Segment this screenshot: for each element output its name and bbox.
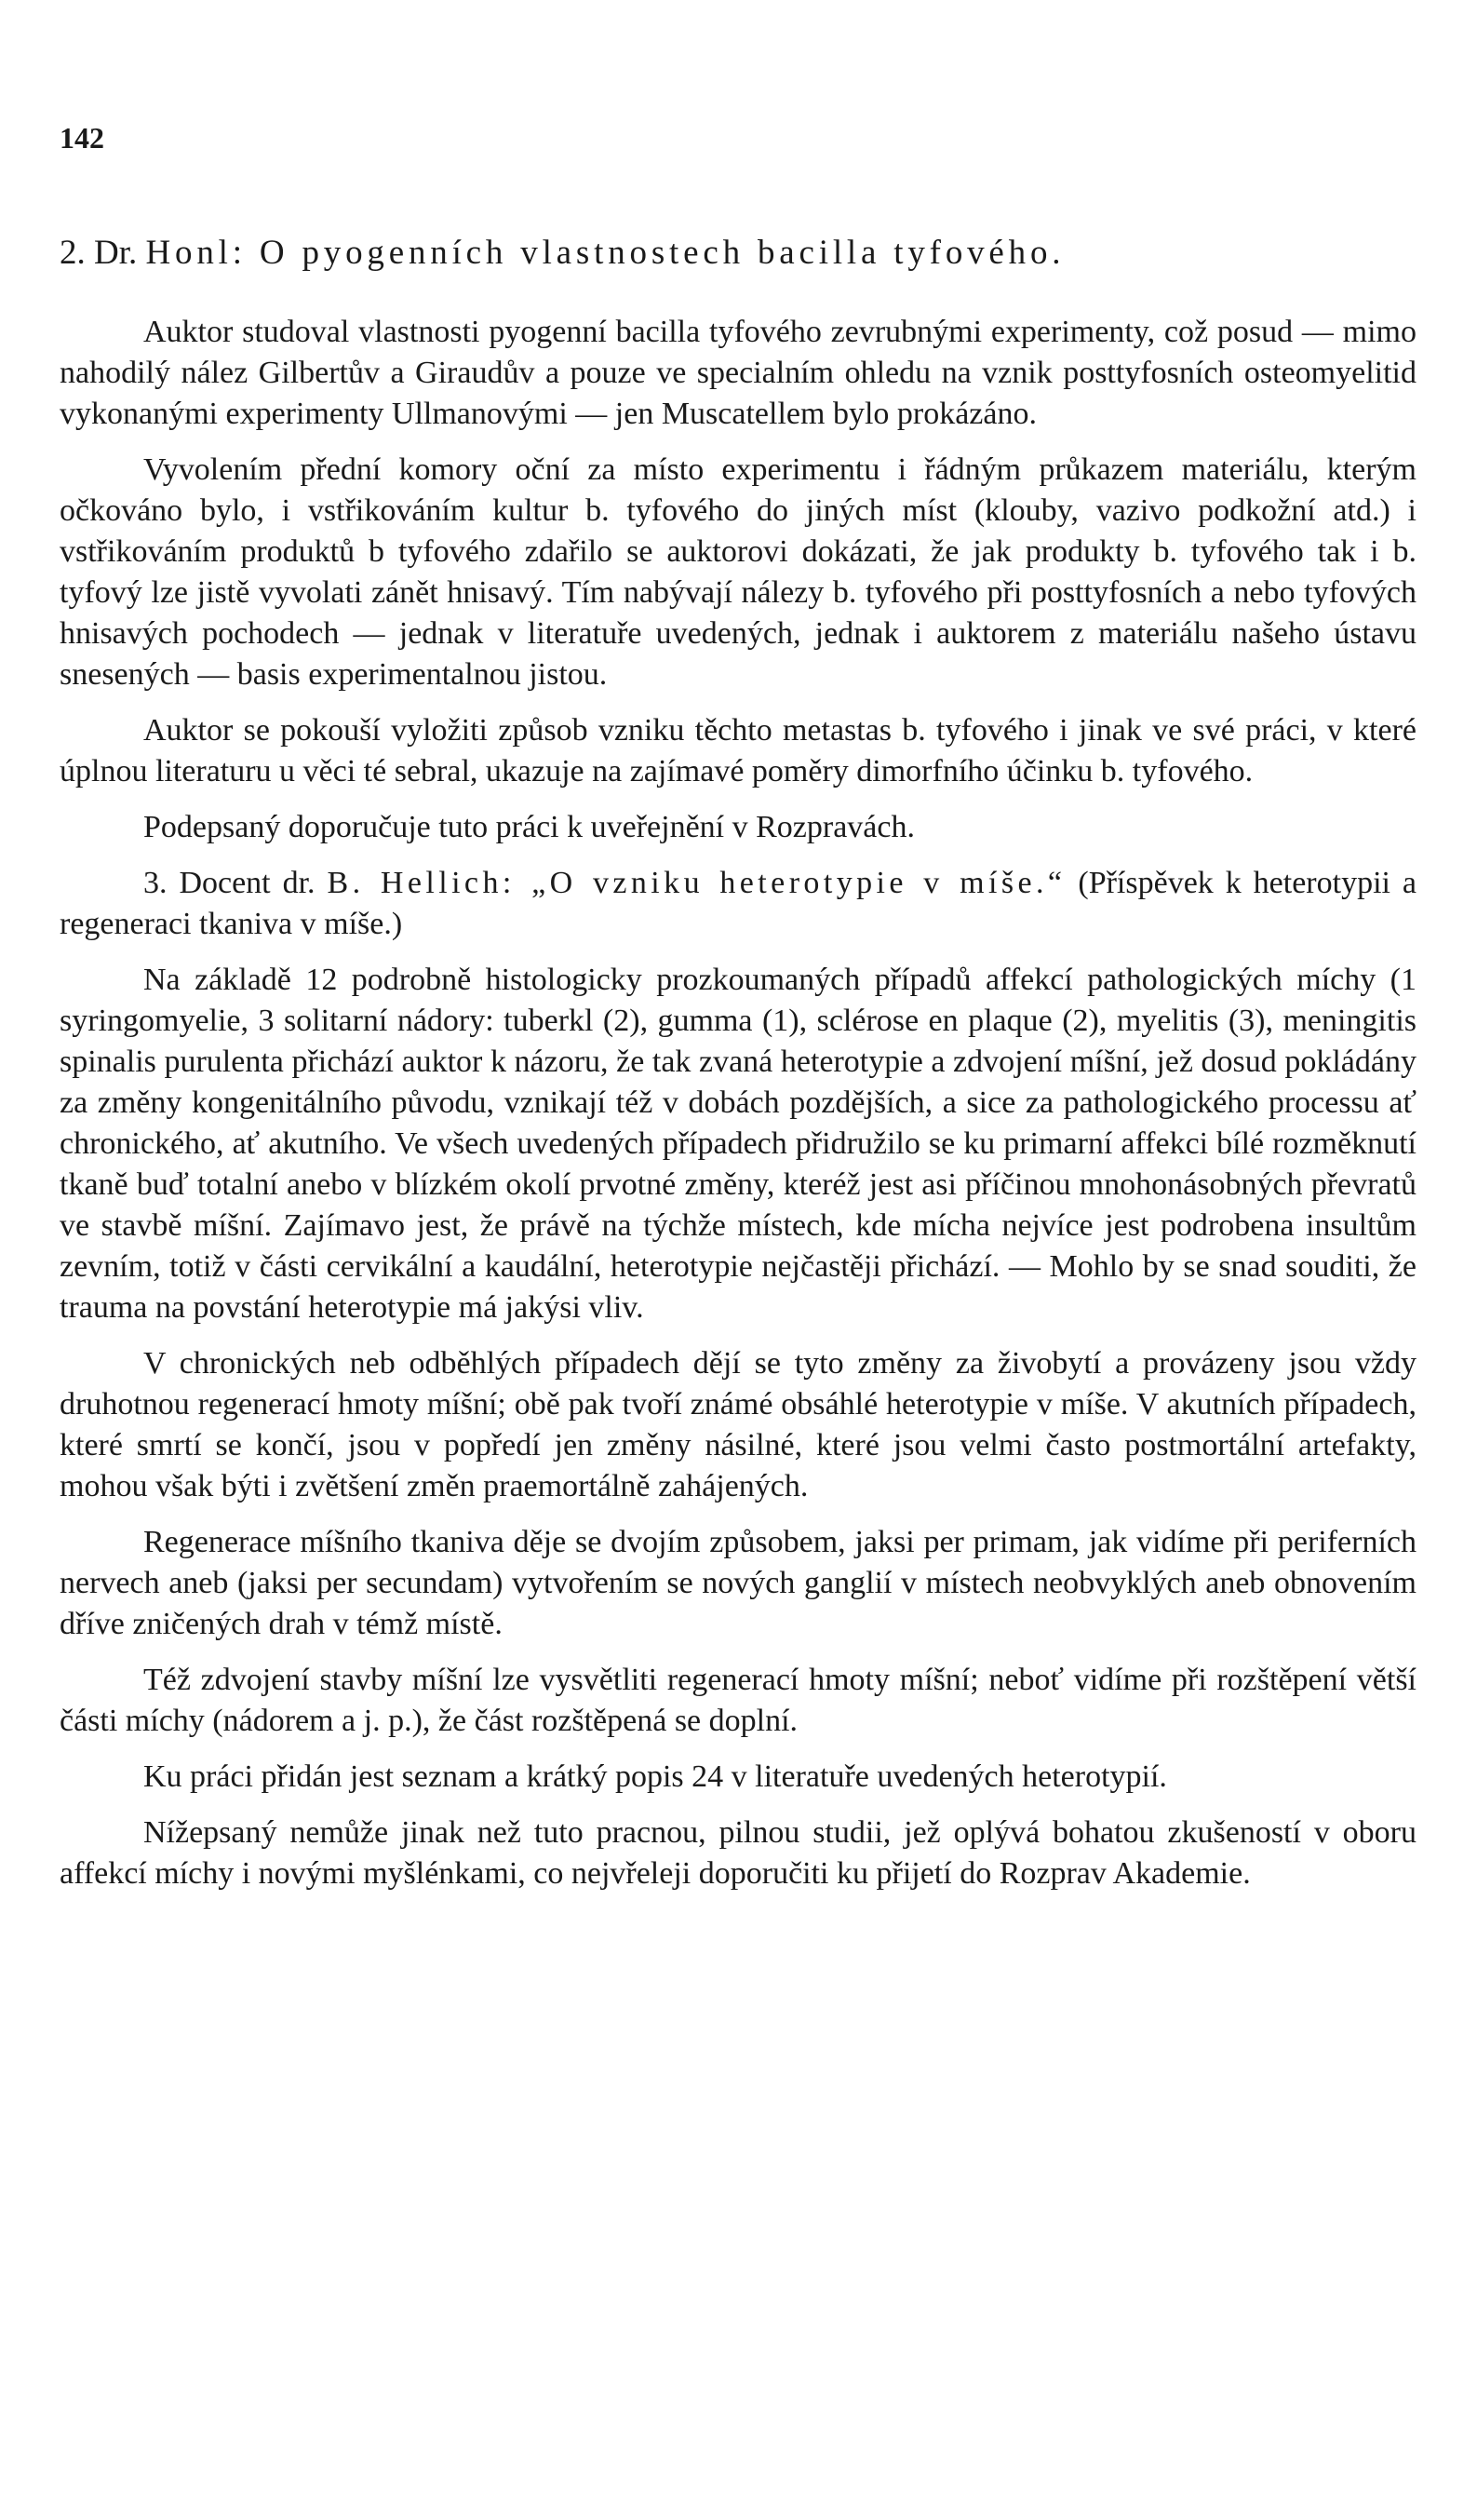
section-3-paragraph: Na základě 12 podrobně histologicky prozkoumaných případů affekcí pathologických míchy (1 syringomyelie, 3 solitarní nádory: tuberkl (2), gumma (1), sclérose en plaque (2), myelitis (3), meningitis spinalis purulenta přichází auktor k názoru, že tak zvaná heterotypie a zdvojení míšní, jež dosud pokládány za změny kongenitálního původu, vznikají též v dobách pozdějších, a sice za pathologického processu ať chronického, ať akutního. Ve všech uvedených případech přidružilo se ku primarní affekci bílé rozměknutí tkaně buď totalní anebo v blízkém okolí prvotné změny, kteréž jest asi příčinou mnohonásobných převratů ve stavbě míšní. Zajímavo jest, že právě na týchže místech, kde mícha nejvíce jest podrobena insultům zevním, totiž v části cervikální a kaudální, heterotypie nejčastěji přichází. — Mohlo by se snad souditi, že trauma na povstání heterotypie má jakýsi vliv.	[60, 963, 1417, 1325]
section-3-heading	[60, 863, 1417, 945]
section-3-paragraph: Regenerace míšního tkaniva děje se dvojím způsobem, jaksi per primam, jak vidíme při periferních nervech aneb (jaksi per secundam) vytvořením se nových ganglií v místech neobvyklých aneb obnovením dříve zničených drah v témž místě.	[60, 1525, 1417, 1641]
section-3-paragraph: Též zdvojení stavby míšní lze vysvětliti regenerací hmoty míšní; neboť vidíme při rozštěpení větší části míchy (nádorem a j. p.), že část rozštěpená se doplní.	[60, 1663, 1417, 1738]
section-3-paragraph: Nížepsaný nemůže jinak než tuto pracnou, pilnou studii, jež oplývá bohatou zkušeností v oboru affekcí míchy i novými myšlénkami, co nejvřeleji doporučiti ku přijetí do Rozprav Akademie.	[60, 1815, 1417, 1891]
section-3-number: 3. Docent dr.	[143, 866, 328, 900]
section-3-paragraph: Ku práci přidán jest seznam a krátký popis 24 v literatuře uvedených heterotypií.	[143, 1759, 1167, 1794]
section-2-paragraph: Auktor se pokouší vyložiti způsob vzniku těchto metastas b. tyfového i jinak ve své práci, v které úplnou literaturu u věci té sebral, ukazuje na zajímavé poměry dimorfního účinku b. tyfového.	[60, 713, 1417, 788]
section-2-number: 2. Dr.	[60, 234, 146, 272]
section-2-title: O pyogenních vlastnostech bacilla tyfového.	[259, 234, 1066, 272]
page-number: 142	[60, 121, 104, 155]
section-2-heading	[60, 231, 1417, 275]
page-body	[60, 231, 1417, 1909]
section-2-author: Honl:	[145, 234, 260, 272]
section-3-author: B. Hellich:	[327, 866, 532, 900]
section-2-paragraph: Vyvolením přední komory oční za místo experimentu i řádným průkazem materiálu, kterým očkováno bylo, i vstřikováním kultur b. tyfového do jiných míst (klouby, vazivo podkožní atd.) i vstřikováním produktů b tyfového zdařilo se auktorovi dokázati, že jak produkty b. tyfového tak i b. tyfový lze jistě vyvolati zánět hnisavý. Tím nabývají nálezy b. tyfového při posttyfosních a nebo tyfových hnisavých pochodech — jednak v literatuře uvedených, jednak i auktorem z materiálu našeho ústavu snesených — basis experimentalnou jistou.	[60, 452, 1417, 692]
section-3-title: „O vzniku heterotypie v míše.“	[531, 866, 1067, 900]
section-3-subtitle: (Příspěvek k heterotypii a regeneraci tkaniva v míše.)	[60, 866, 1417, 941]
section-3-paragraph: V chronických neb odběhlých případech dějí se tyto změny za živobytí a provázeny jsou vždy druhotnou regenerací hmoty míšní; obě pak tvoří známé obsáhlé heterotypie v míše. V akutních případech, které smrtí se končí, jsou v popředí jen změny násilné, které jsou velmi často postmortální artefakty, mohou však býti i zvětšení změn praemortálně zahájených.	[60, 1346, 1417, 1503]
section-2-paragraph: Auktor studoval vlastnosti pyogenní bacilla tyfového zevrubnými experimenty, což posud — mimo nahodilý nález Gilbertův a Giraudův a pouze ve specialním ohledu na vznik posttyfosních osteomyelitid vykonanými experimenty Ullmanovými — jen Muscatellem bylo prokázáno.	[60, 315, 1417, 431]
section-2-paragraph: Podepsaný doporučuje tuto práci k uveřejnění v Rozpravách.	[143, 810, 915, 844]
